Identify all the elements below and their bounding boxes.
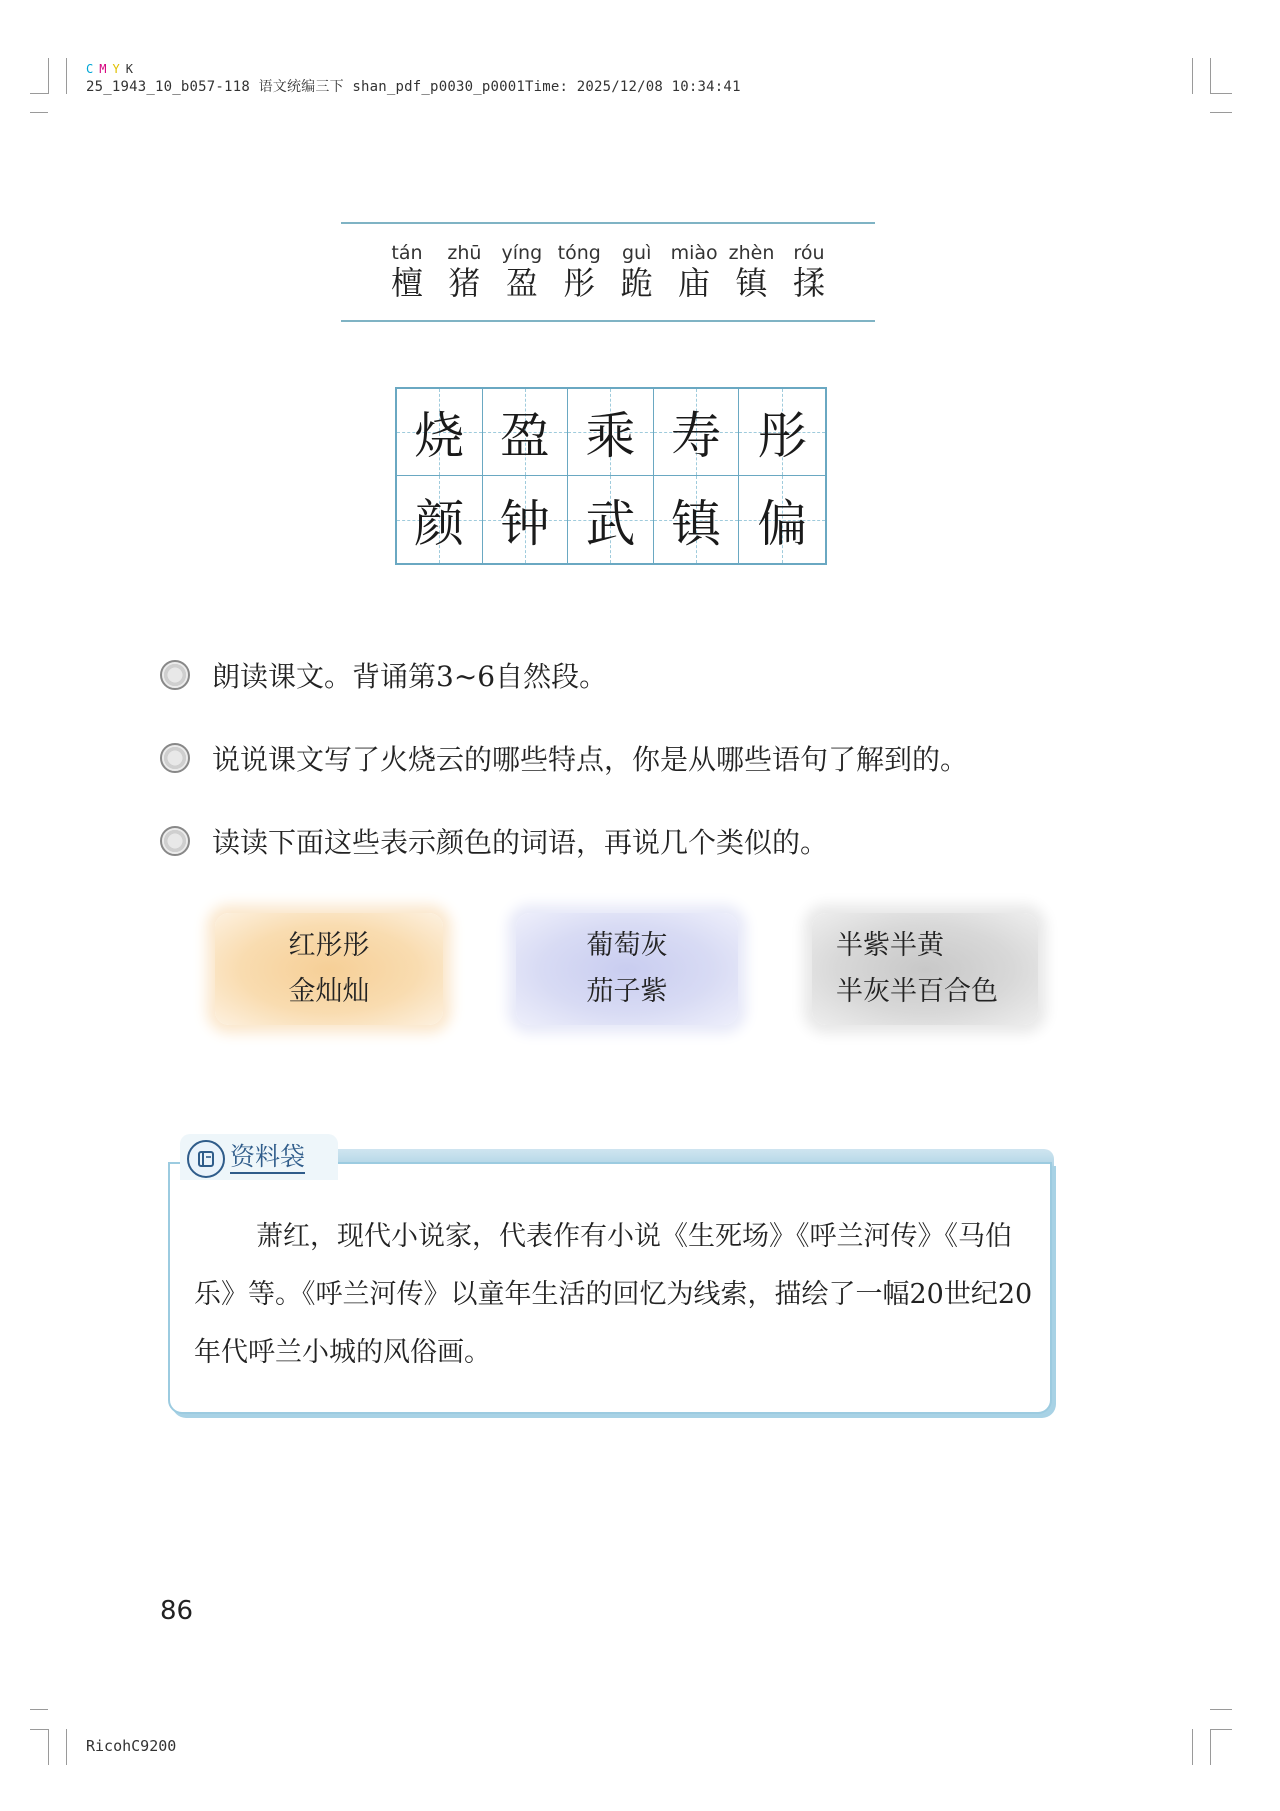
hanzi: 檀 — [390, 264, 423, 302]
crop-mark — [1210, 58, 1211, 94]
grid-char: 乘 — [585, 407, 636, 465]
resource-bag-title: 资料袋 — [230, 1142, 305, 1174]
pinyin: miào — [670, 242, 718, 264]
crop-mark — [1210, 1729, 1232, 1730]
grid-char: 镇 — [671, 494, 722, 553]
grid-char: 烧 — [414, 407, 465, 465]
color-word: 金灿灿 — [288, 976, 370, 1007]
pinyin-item — [379, 224, 435, 302]
crop-mark — [30, 93, 48, 94]
crop-mark — [30, 1709, 48, 1710]
crop-mark — [30, 1729, 48, 1730]
crop-mark — [1192, 58, 1193, 94]
crop-mark — [1210, 1729, 1211, 1765]
crop-mark — [1210, 93, 1232, 94]
crop-mark — [66, 1729, 67, 1765]
hanzi: 猪 — [448, 264, 481, 302]
exercise-item — [160, 655, 607, 695]
pinyin: zhū — [447, 242, 482, 264]
exercise-item — [160, 821, 828, 861]
hanzi: 跪 — [620, 264, 653, 302]
pinyin: zhèn — [728, 242, 775, 264]
color-word-box-orange — [215, 913, 443, 1025]
grid-cell — [739, 389, 825, 476]
crop-mark — [30, 112, 48, 113]
printer-footer: RicohC9200 — [86, 1737, 177, 1755]
hanzi: 镇 — [735, 264, 768, 302]
grid-cell — [483, 476, 569, 563]
grid-char: 盈 — [499, 407, 550, 465]
hanzi: 揉 — [792, 264, 825, 302]
grid-cell — [397, 476, 483, 563]
pinyin-item — [609, 224, 665, 302]
grid-cell — [568, 476, 654, 563]
pinyin-item — [666, 224, 722, 302]
crop-mark — [1210, 1709, 1232, 1710]
resource-bag-text: 萧红，现代小说家，代表作有小说《生死场》《呼兰河传》《马伯乐》等。《呼兰河传》以童年生活的回忆为线索，描绘了一幅20世纪20年代呼兰小城的风俗画。 — [194, 1221, 1033, 1368]
color-word-box-blue — [516, 913, 738, 1025]
grid-char: 钟 — [499, 494, 550, 553]
exercise-text: 说说课文写了火烧云的哪些特点，你是从哪些语句了解到的。 — [212, 743, 969, 776]
exercise-bullet-icon — [160, 743, 190, 773]
page-number: 86 — [160, 1596, 194, 1626]
grid-cell — [483, 389, 569, 476]
grid-char: 颜 — [414, 494, 465, 553]
pinyin: yíng — [501, 242, 543, 264]
grid-cell — [654, 389, 740, 476]
hanzi: 盈 — [505, 264, 538, 302]
cmyk-m: M — [99, 62, 107, 76]
grid-cell — [739, 476, 825, 563]
pinyin-item — [551, 224, 607, 302]
color-word: 葡萄灰 — [586, 930, 668, 961]
color-word: 半紫半黄 — [836, 930, 944, 961]
crop-mark — [1210, 112, 1232, 113]
writing-grid — [395, 387, 827, 565]
cmyk-k: K — [125, 62, 133, 76]
exercise-bullet-icon — [160, 660, 190, 690]
crop-mark — [66, 58, 67, 94]
crop-mark — [1192, 1729, 1193, 1765]
grid-cell — [654, 476, 740, 563]
color-word: 茄子紫 — [586, 976, 668, 1007]
color-word: 红彤彤 — [288, 930, 370, 961]
grid-char: 寿 — [671, 407, 722, 465]
crop-mark — [48, 1729, 49, 1765]
exercise-item — [160, 738, 968, 778]
print-job-line: 25_1943_10_b057-118 语文统编三下 shan_pdf_p0030_p0001Time: 2025/12/08 10:34:41 — [86, 79, 741, 95]
pinyin-item — [781, 224, 837, 302]
hanzi: 庙 — [678, 264, 711, 302]
color-word-box-gray — [812, 913, 1038, 1025]
grid-char: 偏 — [757, 494, 808, 553]
crop-mark — [48, 58, 49, 94]
exercise-text: 朗读课文。背诵第3~6自然段。 — [212, 660, 608, 693]
exercise-bullet-icon — [160, 826, 190, 856]
exercise-text: 读读下面这些表示颜色的词语，再说几个类似的。 — [212, 826, 829, 859]
grid-char: 武 — [585, 494, 636, 553]
pinyin: róu — [793, 242, 825, 264]
pinyin: tóng — [557, 242, 601, 264]
pinyin: guì — [621, 242, 652, 264]
book-icon — [187, 1140, 225, 1178]
pinyin: tán — [391, 242, 423, 264]
hanzi: 彤 — [563, 264, 596, 302]
pinyin-item — [436, 224, 492, 302]
pinyin-item — [494, 224, 550, 302]
color-word: 半灰半百合色 — [836, 976, 998, 1007]
pinyin-item — [724, 224, 780, 302]
pinyin-word-box — [341, 222, 875, 322]
grid-cell — [568, 389, 654, 476]
cmyk-c: C — [86, 62, 94, 76]
grid-cell — [397, 389, 483, 476]
grid-char: 彤 — [757, 407, 808, 465]
cmyk-marks — [86, 62, 139, 76]
cmyk-y: Y — [112, 62, 120, 76]
